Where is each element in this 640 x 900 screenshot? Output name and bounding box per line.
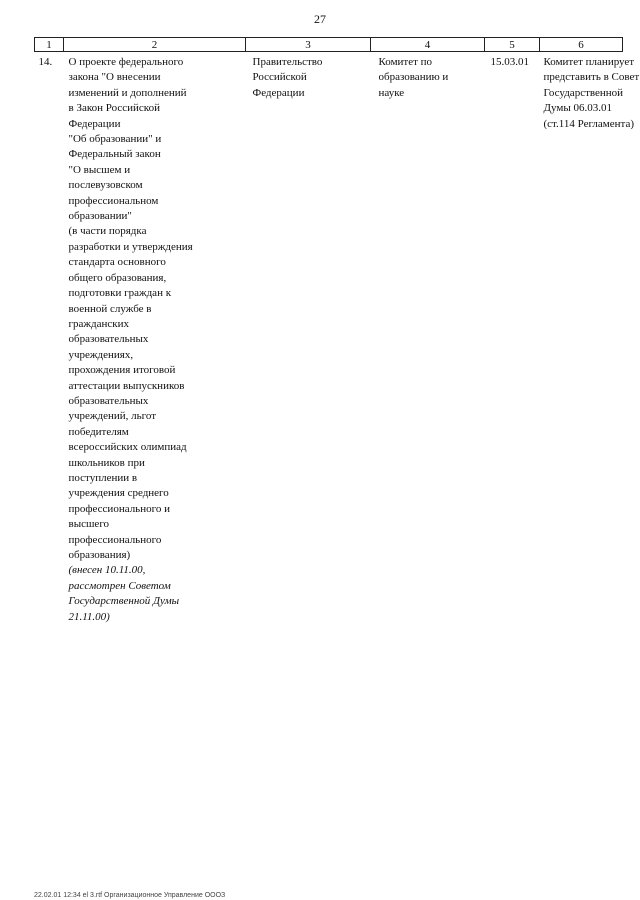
header-row (35, 38, 623, 52)
text-line: школьников при (68, 456, 145, 469)
header-col-4: 4 (371, 38, 485, 52)
bill-title (69, 55, 244, 563)
text-line: О проекте федерального (68, 56, 184, 68)
bill-title-cell (64, 52, 246, 627)
header-col-5: 5 (485, 38, 540, 52)
committee-cell (371, 52, 485, 627)
text-line: учреждениях, (68, 348, 134, 361)
text-line: Государственной (543, 86, 624, 99)
text-line: Федеральный закон (68, 148, 161, 161)
row-number: 14. (38, 56, 53, 68)
header-col-6: 6 (540, 38, 623, 52)
text-line: образованию и (378, 71, 449, 84)
text-line: Российской (252, 71, 307, 84)
responsible-committee (379, 55, 484, 101)
text-line: образовательных (68, 394, 149, 407)
text-line: профессиональном (68, 194, 159, 207)
text-line: образовании" (68, 210, 132, 223)
text-line: военной службе в (68, 302, 152, 315)
text-line: Думы 06.03.01 (543, 102, 612, 115)
text-line: образовательных (68, 333, 149, 346)
page-number: 27 (314, 12, 326, 26)
text-line: Комитет по (378, 56, 433, 68)
text-line: Федерации (68, 117, 121, 130)
text-line: (внесен 10.11.00, (68, 564, 146, 577)
text-line: закона "О внесении (68, 71, 161, 84)
text-line: (в части порядка (68, 225, 147, 238)
text-line: победителям (68, 425, 129, 438)
text-line: стандарта основного (68, 256, 166, 269)
header-col-3: 3 (246, 38, 371, 52)
agenda-table (34, 37, 640, 626)
text-line: всероссийских олимпиад (68, 441, 187, 454)
note-cell (540, 52, 640, 627)
bill-author (253, 55, 370, 101)
text-line: прохождения итоговой (68, 364, 176, 377)
bill-status (69, 563, 244, 625)
text-line: 21.11.00) (68, 610, 110, 623)
text-line: поступлении в (68, 471, 138, 484)
text-line: рассмотрен Советом (68, 579, 171, 592)
text-line: (ст.114 Регламента) (543, 117, 635, 130)
text-line: изменений и дополнений (68, 86, 187, 99)
text-line: гражданских (68, 317, 129, 330)
text-line: общего образования, (68, 271, 167, 284)
text-line: Государственной Думы (68, 595, 180, 608)
text-line: Правительство (252, 56, 323, 68)
text-line: аттестации выпускников (68, 379, 185, 392)
date-cell: 15.03.01 (490, 56, 529, 68)
text-line: послевузовском (68, 179, 143, 192)
text-line: представить в Совет (543, 71, 640, 84)
table-row (35, 52, 623, 627)
text-line: образования) (68, 549, 131, 561)
text-line: учреждений, льгот (68, 410, 157, 423)
text-line: в Закон Российской (68, 102, 160, 115)
text-line: Комитет планирует (543, 56, 635, 68)
text-line: учреждения среднего (68, 487, 169, 500)
author-cell (246, 52, 371, 627)
text-line: профессионального и (68, 502, 170, 515)
text-line: высшего (68, 518, 110, 531)
footer-text: 22.02.01 12:34 el 3.rtf Организационное Управление ОООЗ (34, 892, 226, 899)
text-line: "Об образовании" и (68, 133, 162, 146)
text-line: "О высшем и (68, 163, 131, 176)
text-line: подготовки граждан к (68, 287, 172, 300)
committee-note (543, 55, 640, 132)
header-col-2: 2 (64, 38, 246, 52)
text-line: Федерации (252, 86, 305, 99)
text-line: разработки и утверждения (68, 240, 193, 253)
text-line: профессионального (68, 533, 162, 546)
header-col-1: 1 (35, 38, 64, 52)
text-line: науке (378, 86, 405, 99)
